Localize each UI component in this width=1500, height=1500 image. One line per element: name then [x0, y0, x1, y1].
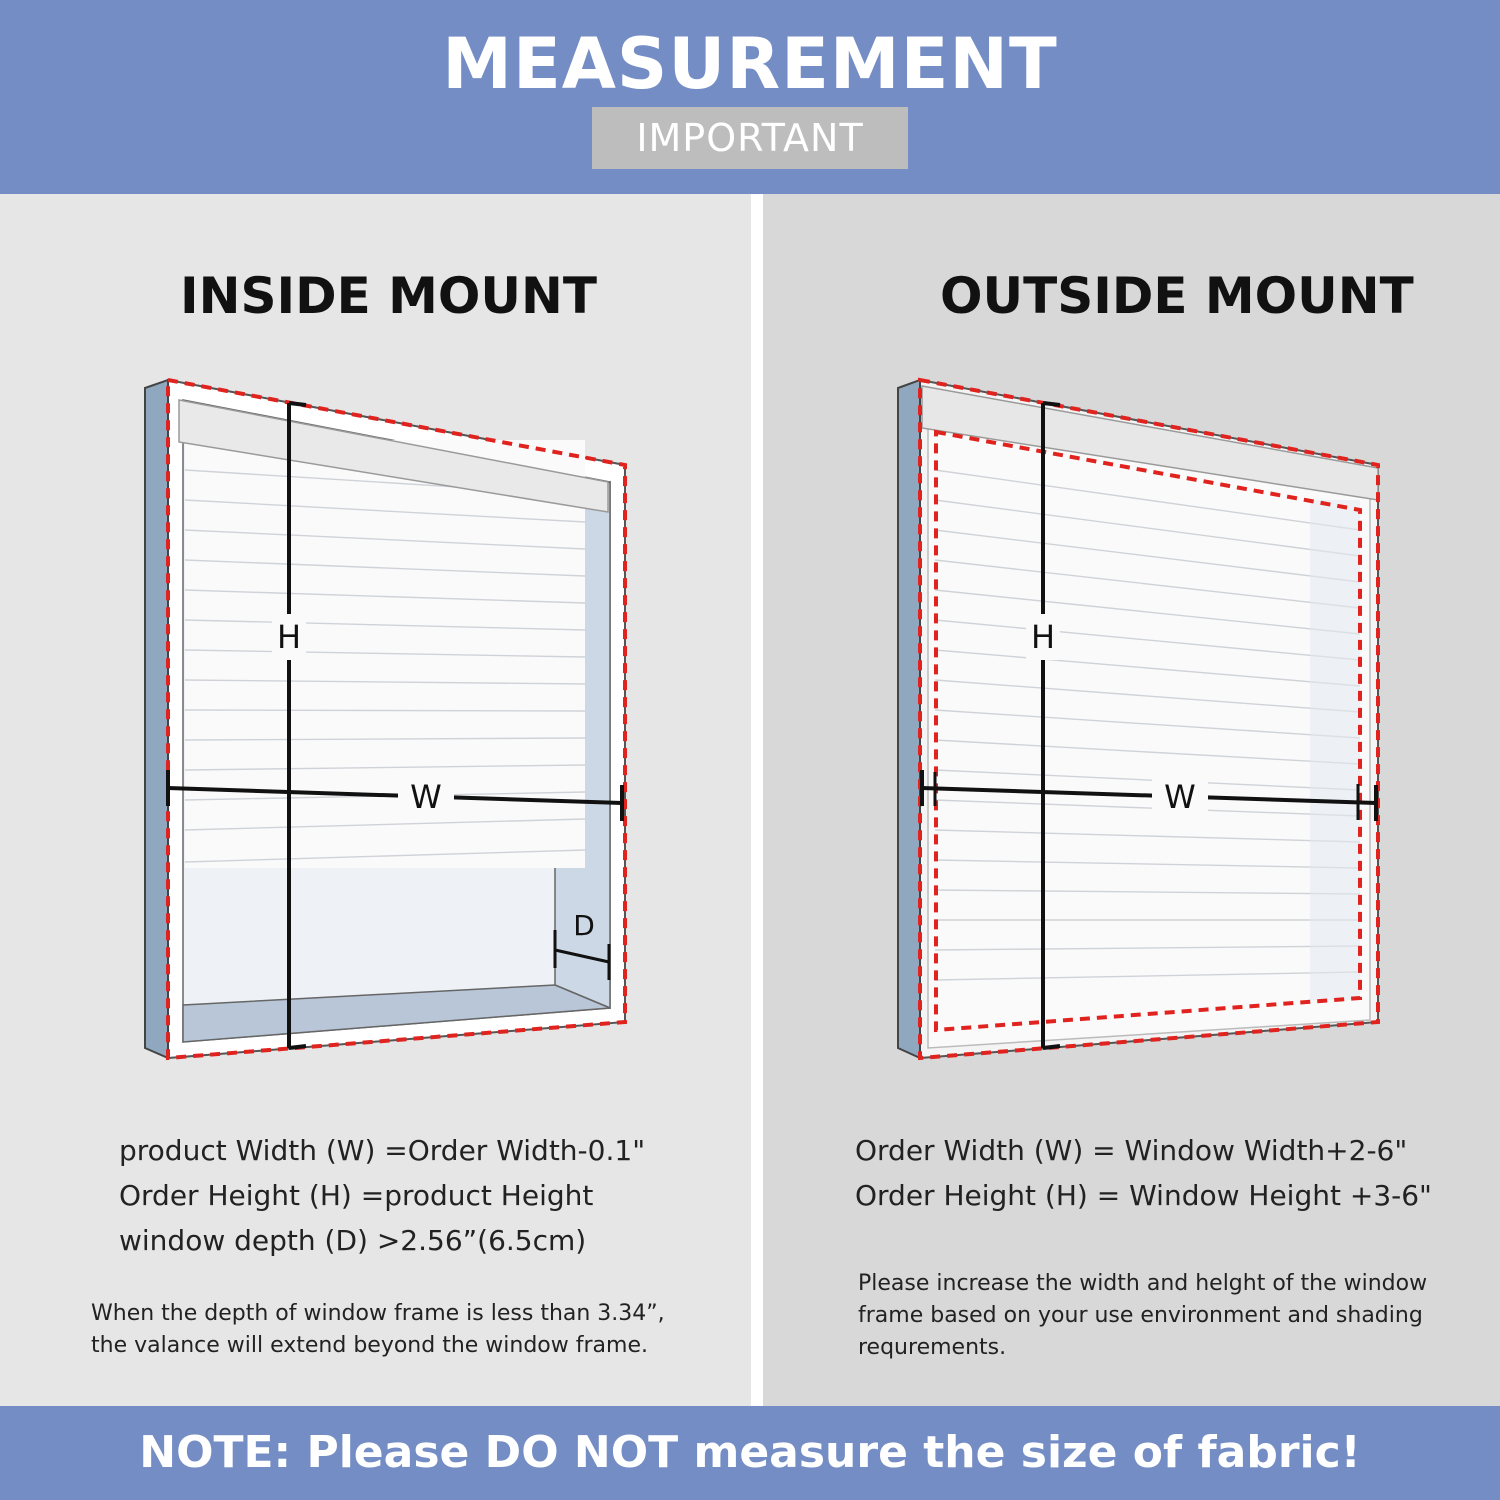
- important-badge: IMPORTANT: [592, 107, 908, 169]
- outside-frame-side: [898, 380, 920, 1058]
- page-title: MEASUREMENT: [442, 23, 1058, 105]
- outside-mount-panel: [763, 194, 1500, 1406]
- footer-band: [0, 1406, 1500, 1500]
- inside-formulas: [119, 1128, 739, 1268]
- outside-width-label: W: [1164, 778, 1196, 816]
- outside-mount-diagram: [763, 194, 1500, 1094]
- inside-height-label: H: [276, 618, 302, 656]
- outside-note-line-2: frame based on your use environment and shading: [858, 1303, 1423, 1328]
- panel-divider: [751, 194, 763, 1406]
- inside-frame-side: [145, 380, 168, 1058]
- outside-shade: [928, 415, 1370, 1048]
- inside-mount-title: INSIDE MOUNT: [180, 267, 597, 325]
- footer-note: NOTE: Please DO NOT measure the size of fabric!: [139, 1427, 1361, 1478]
- inside-formula-height: Order Height (H) =product Height: [119, 1179, 594, 1212]
- inside-width-label: W: [410, 778, 442, 816]
- inside-formula-depth: window depth (D) >2.56”(6.5cm): [119, 1224, 587, 1257]
- inside-mount-panel: [0, 194, 751, 1406]
- inside-shade-slats: [185, 440, 585, 868]
- outside-mount-title: OUTSIDE MOUNT: [940, 267, 1414, 325]
- inside-mount-diagram: [0, 194, 751, 1094]
- outside-note: [858, 1268, 1488, 1364]
- outside-formula-height: Order Height (H) = Window Height +3-6": [855, 1179, 1432, 1212]
- outside-note-line-3: requrements.: [858, 1335, 1007, 1360]
- header-band: [0, 0, 1500, 194]
- outside-formulas: [855, 1128, 1495, 1223]
- inside-formula-width: product Width (W) =Order Width-0.1": [119, 1134, 646, 1167]
- inside-note-line-1: When the depth of window frame is less than 3.34”,: [91, 1301, 665, 1326]
- outside-note-line-1: Please increase the width and helght of the window: [858, 1271, 1428, 1296]
- outside-height-label: H: [1030, 618, 1056, 656]
- inside-depth-label: D: [573, 909, 595, 942]
- inside-note-line-2: the valance will extend beyond the window frame.: [91, 1333, 648, 1358]
- inside-note: [91, 1298, 741, 1362]
- outside-formula-width: Order Width (W) = Window Width+2-6": [855, 1134, 1408, 1167]
